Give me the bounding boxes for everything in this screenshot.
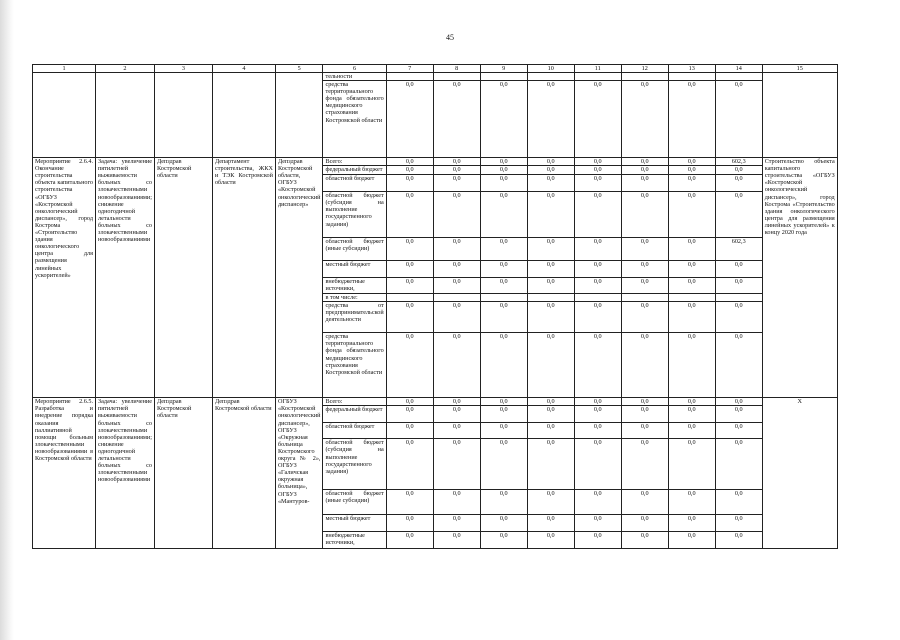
- value-cell: 0,0: [668, 333, 715, 398]
- value-cell: 0,0: [715, 490, 762, 515]
- value-cell: [621, 73, 668, 81]
- value-cell: 0,0: [433, 532, 480, 549]
- value-cell: 0,0: [574, 175, 621, 192]
- value-cell: 0,0: [574, 532, 621, 549]
- empty-cell: [154, 73, 212, 158]
- value-cell: 0,0: [386, 175, 433, 192]
- value-cell: 0,0: [480, 439, 527, 490]
- source-label: средства территориального фонда обязательного медицинского страхования Костромской области: [323, 333, 386, 398]
- value-cell: 0,0: [527, 261, 574, 278]
- value-cell: 0,0: [433, 406, 480, 423]
- value-cell: 0,0: [480, 175, 527, 192]
- value-cell: 0,0: [574, 515, 621, 532]
- header-cell: 2: [96, 65, 155, 73]
- value-cell: 0,0: [715, 406, 762, 423]
- source-label: средства территориального фонда обязательного медицинского страхования Костромской области: [323, 81, 386, 158]
- source-label: областной бюджет (иные субсидии): [323, 238, 386, 261]
- header-cell: 1: [33, 65, 96, 73]
- result-cell: Х: [762, 398, 837, 549]
- value-cell: 0,0: [621, 490, 668, 515]
- value-cell: 0,0: [386, 398, 433, 406]
- value-cell: [715, 73, 762, 81]
- source-label: внебюджетные источники,: [323, 532, 386, 549]
- value-cell: 0,0: [668, 175, 715, 192]
- value-cell: 0,0: [480, 192, 527, 238]
- result-cell: Строительство объекта капитального строительства «ОГБУЗ «Костромской онкологический диспансер», город Кострома «Строительство здания онкологического центра для размещения линейных ускорителей» к концу 2020 года: [762, 158, 837, 398]
- empty-cell: [212, 73, 275, 158]
- value-cell: 0,0: [715, 532, 762, 549]
- value-cell: 0,0: [480, 302, 527, 333]
- value-cell: 0,0: [386, 261, 433, 278]
- value-cell: [433, 294, 480, 302]
- empty-cell: [762, 73, 837, 158]
- source-label: местный бюджет: [323, 261, 386, 278]
- header-cell: 8: [433, 65, 480, 73]
- source-label: внебюджетные источники,: [323, 278, 386, 294]
- value-cell: 0,0: [433, 238, 480, 261]
- value-cell: 0,0: [433, 333, 480, 398]
- responsible-cell: Депздрав Костромской области: [154, 158, 212, 398]
- value-cell: 0,0: [527, 532, 574, 549]
- value-cell: 0,0: [433, 439, 480, 490]
- value-cell: [480, 294, 527, 302]
- value-cell: 0,0: [574, 81, 621, 158]
- value-cell: 0,0: [480, 81, 527, 158]
- source-label: местный бюджет: [323, 515, 386, 532]
- value-cell: 0,0: [668, 158, 715, 166]
- value-cell: 0,0: [480, 532, 527, 549]
- value-cell: 0,0: [715, 515, 762, 532]
- header-cell: 13: [668, 65, 715, 73]
- value-cell: 0,0: [386, 423, 433, 439]
- value-cell: 0,0: [480, 238, 527, 261]
- value-cell: [433, 73, 480, 81]
- value-cell: 0,0: [668, 261, 715, 278]
- value-cell: 0,0: [433, 158, 480, 166]
- value-cell: 0,0: [527, 192, 574, 238]
- value-cell: 0,0: [668, 398, 715, 406]
- value-cell: 0,0: [527, 175, 574, 192]
- value-cell: 0,0: [668, 81, 715, 158]
- value-cell: 0,0: [574, 238, 621, 261]
- value-cell: 0,0: [715, 302, 762, 333]
- value-cell: 602,3: [715, 238, 762, 261]
- value-cell: 0,0: [715, 439, 762, 490]
- source-label: средства от предпринимательской деятельности: [323, 302, 386, 333]
- value-cell: 0,0: [480, 515, 527, 532]
- value-cell: 0,0: [386, 439, 433, 490]
- value-cell: 0,0: [386, 532, 433, 549]
- value-cell: 0,0: [433, 81, 480, 158]
- value-cell: 0,0: [621, 278, 668, 294]
- value-cell: 0,0: [386, 490, 433, 515]
- header-cell: 11: [574, 65, 621, 73]
- value-cell: 0,0: [527, 406, 574, 423]
- value-cell: [715, 294, 762, 302]
- empty-cell: [33, 73, 96, 158]
- source-label: федеральный бюджет: [323, 166, 386, 175]
- value-cell: 0,0: [668, 406, 715, 423]
- value-cell: 0,0: [433, 490, 480, 515]
- value-cell: 0,0: [668, 532, 715, 549]
- value-cell: 0,0: [480, 278, 527, 294]
- value-cell: 0,0: [574, 158, 621, 166]
- value-cell: [574, 294, 621, 302]
- value-cell: [480, 73, 527, 81]
- value-cell: 0,0: [574, 398, 621, 406]
- value-cell: [574, 73, 621, 81]
- value-cell: 0,0: [433, 278, 480, 294]
- value-cell: 0,0: [574, 423, 621, 439]
- source-label: областной бюджет (субсидия на выполнение государственного задания): [323, 439, 386, 490]
- value-cell: 0,0: [715, 333, 762, 398]
- value-cell: 0,0: [668, 490, 715, 515]
- value-cell: 0,0: [480, 333, 527, 398]
- value-cell: [386, 294, 433, 302]
- value-cell: 0,0: [386, 278, 433, 294]
- value-cell: 0,0: [715, 166, 762, 175]
- value-cell: 0,0: [574, 278, 621, 294]
- value-cell: 0,0: [527, 302, 574, 333]
- value-cell: 0,0: [527, 423, 574, 439]
- value-cell: 0,0: [433, 302, 480, 333]
- value-cell: 0,0: [621, 302, 668, 333]
- executor-cell: Депздрав Костромской области: [212, 398, 275, 549]
- value-cell: 0,0: [621, 333, 668, 398]
- scan-edge-shadow: [0, 0, 14, 640]
- value-cell: 0,0: [480, 490, 527, 515]
- responsible-cell: Депздрав Костромской области: [154, 398, 212, 549]
- value-cell: 0,0: [480, 158, 527, 166]
- value-cell: 0,0: [480, 423, 527, 439]
- value-cell: 0,0: [621, 81, 668, 158]
- value-cell: 0,0: [621, 532, 668, 549]
- value-cell: 0,0: [433, 166, 480, 175]
- source-label: Всего:: [323, 158, 386, 166]
- value-cell: 0,0: [527, 158, 574, 166]
- value-cell: 0,0: [668, 238, 715, 261]
- measure-name-cell: Мероприятие 2.6.4. Окончание строительства объекта капитального строительства «ОГБУЗ «Костромской онкологический диспансер», город Кострома «Строительство здания онкологического центра для размещения линейных ускорителей»: [33, 158, 96, 398]
- program-table: [32, 64, 838, 549]
- value-cell: 0,0: [668, 423, 715, 439]
- value-cell: 0,0: [527, 439, 574, 490]
- header-cell: 9: [480, 65, 527, 73]
- value-cell: 0,0: [386, 333, 433, 398]
- header-cell: 10: [527, 65, 574, 73]
- participant-cell: Депздрав Костромской области, ОГБУЗ «Костромской онкологический диспансер»: [275, 158, 323, 398]
- value-cell: 0,0: [386, 158, 433, 166]
- value-cell: 0,0: [480, 261, 527, 278]
- page-number: 45: [446, 33, 454, 42]
- source-label: областной бюджет (иные субсидии): [323, 490, 386, 515]
- value-cell: 0,0: [574, 302, 621, 333]
- value-cell: 0,0: [715, 398, 762, 406]
- value-cell: 0,0: [480, 406, 527, 423]
- source-label: тельности: [323, 73, 386, 81]
- value-cell: 0,0: [715, 192, 762, 238]
- value-cell: 0,0: [386, 238, 433, 261]
- value-cell: 0,0: [574, 439, 621, 490]
- funding-row: [33, 73, 838, 81]
- source-label: областной бюджет: [323, 175, 386, 192]
- header-cell: 5: [275, 65, 323, 73]
- value-cell: 0,0: [433, 515, 480, 532]
- value-cell: [527, 73, 574, 81]
- value-cell: 0,0: [668, 192, 715, 238]
- value-cell: 0,0: [621, 238, 668, 261]
- value-cell: 0,0: [527, 490, 574, 515]
- value-cell: 0,0: [715, 278, 762, 294]
- value-cell: 0,0: [433, 261, 480, 278]
- header-cell: 15: [762, 65, 837, 73]
- task-cell: Задача: увеличение пятилетней выживаемости больных со злокачественными новообразованиями; снижение одногодичной летальности больных со злокачественными новообразованиями: [96, 158, 155, 398]
- value-cell: 0,0: [574, 406, 621, 423]
- value-cell: 0,0: [574, 261, 621, 278]
- source-label: областной бюджет (субсидия на выполнение государственного задания): [323, 192, 386, 238]
- value-cell: 0,0: [574, 192, 621, 238]
- measure-name-cell: Мероприятие 2.6.5. Разработка и внедрение порядка оказания паллиативной помощи больным злокачественными новообразованиями в Костромской области: [33, 398, 96, 549]
- header-cell: 7: [386, 65, 433, 73]
- value-cell: 0,0: [621, 398, 668, 406]
- value-cell: 0,0: [527, 238, 574, 261]
- value-cell: 0,0: [386, 515, 433, 532]
- value-cell: 0,0: [668, 439, 715, 490]
- value-cell: 0,0: [527, 398, 574, 406]
- source-label: федеральный бюджет: [323, 406, 386, 423]
- value-cell: 0,0: [433, 192, 480, 238]
- empty-cell: [96, 73, 155, 158]
- value-cell: 0,0: [527, 278, 574, 294]
- header-cell: 14: [715, 65, 762, 73]
- value-cell: 0,0: [480, 166, 527, 175]
- value-cell: 0,0: [621, 406, 668, 423]
- value-cell: 0,0: [527, 81, 574, 158]
- value-cell: 0,0: [386, 192, 433, 238]
- value-cell: [668, 73, 715, 81]
- value-cell: 0,0: [715, 261, 762, 278]
- value-cell: 0,0: [433, 175, 480, 192]
- value-cell: 0,0: [668, 278, 715, 294]
- header-cell: 4: [212, 65, 275, 73]
- empty-cell: [275, 73, 323, 158]
- value-cell: 0,0: [621, 166, 668, 175]
- funding-row: [33, 398, 838, 406]
- value-cell: 0,0: [433, 423, 480, 439]
- value-cell: 0,0: [668, 515, 715, 532]
- value-cell: 0,0: [668, 166, 715, 175]
- value-cell: 0,0: [386, 166, 433, 175]
- value-cell: 0,0: [621, 439, 668, 490]
- source-label: областной бюджет: [323, 423, 386, 439]
- value-cell: 0,0: [574, 333, 621, 398]
- value-cell: 0,0: [527, 333, 574, 398]
- value-cell: 0,0: [715, 81, 762, 158]
- value-cell: 0,0: [621, 158, 668, 166]
- value-cell: 0,0: [386, 81, 433, 158]
- source-label: Всего:: [323, 398, 386, 406]
- value-cell: 0,0: [621, 192, 668, 238]
- value-cell: 0,0: [621, 175, 668, 192]
- funding-row: [33, 158, 838, 166]
- value-cell: 0,0: [480, 398, 527, 406]
- value-cell: 0,0: [433, 398, 480, 406]
- header-cell: 3: [154, 65, 212, 73]
- value-cell: 0,0: [574, 490, 621, 515]
- value-cell: 0,0: [621, 423, 668, 439]
- value-cell: 0,0: [386, 302, 433, 333]
- value-cell: 0,0: [527, 515, 574, 532]
- value-cell: 0,0: [715, 175, 762, 192]
- task-cell: Задача: увеличение пятилетней выживаемости больных со злокачественными новообразованиями; снижение одногодичной летальности больных со злокачественными новообразованиями: [96, 398, 155, 549]
- value-cell: [386, 73, 433, 81]
- value-cell: 0,0: [668, 302, 715, 333]
- value-cell: 602,3: [715, 158, 762, 166]
- value-cell: 0,0: [574, 166, 621, 175]
- value-cell: [621, 294, 668, 302]
- executor-cell: Департамент строительства, ЖКХ и ТЭК Костромской области: [212, 158, 275, 398]
- value-cell: 0,0: [386, 406, 433, 423]
- value-cell: 0,0: [621, 515, 668, 532]
- value-cell: [668, 294, 715, 302]
- header-cell: 6: [323, 65, 386, 73]
- source-label: в том числе:: [323, 294, 386, 302]
- column-number-row: [33, 65, 838, 73]
- value-cell: 0,0: [621, 261, 668, 278]
- value-cell: 0,0: [527, 166, 574, 175]
- value-cell: [527, 294, 574, 302]
- header-cell: 12: [621, 65, 668, 73]
- participant-cell: ОГБУЗ «Костромской онкологический диспансер», ОГБУЗ «Окружная больница Костромского округа № 2», ОГБУЗ «Галичская окружная больница», ОГБУЗ «Мантуров-: [275, 398, 323, 549]
- value-cell: 0,0: [715, 423, 762, 439]
